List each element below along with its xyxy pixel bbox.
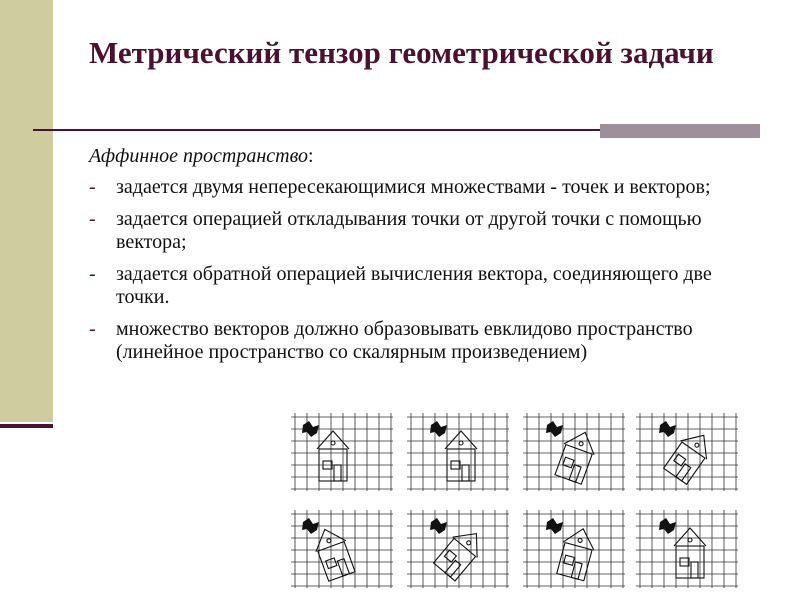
grid-panel-1	[287, 407, 397, 495]
house-sketch	[674, 528, 706, 578]
ink-blot	[546, 421, 563, 437]
house-sketch	[317, 431, 349, 481]
grid-lines	[523, 413, 625, 491]
subtitle	[89, 145, 769, 168]
ink-blot	[546, 518, 563, 534]
house-sketch	[555, 525, 599, 582]
list-item	[89, 318, 769, 364]
subtitle-term: Аффинное пространство	[89, 145, 309, 167]
house-sketch	[310, 524, 357, 582]
grid-panel-3	[519, 407, 629, 495]
side-decor-line	[0, 424, 53, 428]
grid-panel-svg	[632, 504, 742, 592]
grid-lines	[407, 413, 509, 491]
grid-panel-5	[287, 504, 397, 592]
ink-blot	[430, 421, 447, 437]
house-sketch	[553, 427, 600, 485]
grid-panel-svg	[287, 407, 397, 495]
title-underline	[33, 129, 600, 131]
grid-panel-2	[403, 407, 513, 495]
ink-blot	[430, 518, 447, 534]
bullet-dash: -	[89, 176, 96, 198]
grid-lines	[636, 510, 738, 588]
side-decor-bar	[0, 0, 53, 422]
grid-lines	[523, 510, 625, 588]
ink-blot	[302, 421, 319, 437]
grid-panel-svg	[403, 504, 513, 592]
bullet-dash: -	[89, 318, 96, 340]
grid-lines	[636, 413, 738, 491]
bullet-dash: -	[89, 263, 96, 285]
grid-panel-8	[632, 504, 742, 592]
bullet-text: множество векторов должно образовывать евклидово пространство (линейное пространство со скалярным произведением)	[116, 318, 693, 363]
list-item	[89, 176, 769, 199]
list-item	[89, 208, 769, 254]
grid-lines	[407, 510, 509, 588]
grid-panel-svg	[632, 407, 742, 495]
slide-body	[89, 145, 769, 373]
bullet-dash: -	[89, 208, 96, 230]
grid-panel-7	[519, 504, 629, 592]
grid-panel-svg	[287, 504, 397, 592]
ink-blot	[302, 518, 319, 534]
grid-panel-svg	[519, 407, 629, 495]
grid-panel-6	[403, 504, 513, 592]
slide-title: Метрический тензор геометрической задачи	[89, 35, 714, 70]
ink-blot	[659, 518, 676, 534]
bullet-text: задается двумя непересекающимися множествами - точек и векторов;	[116, 176, 711, 198]
grid-panel-svg	[403, 407, 513, 495]
house-transform-figures	[287, 407, 748, 593]
title-accent-bar	[600, 124, 760, 138]
house-sketch	[445, 431, 477, 481]
bullet-text: задается операцией откладывания точки от другой точки с помощью вектора;	[116, 208, 702, 253]
grid-panel-4	[632, 407, 742, 495]
bullet-list	[89, 176, 769, 364]
ink-blot	[659, 421, 676, 437]
grid-panel-svg	[519, 504, 629, 592]
subtitle-colon: :	[308, 145, 314, 167]
list-item	[89, 263, 769, 309]
bullet-text: задается обратной операцией вычисления вектора, соединяющего две точки.	[116, 263, 712, 308]
